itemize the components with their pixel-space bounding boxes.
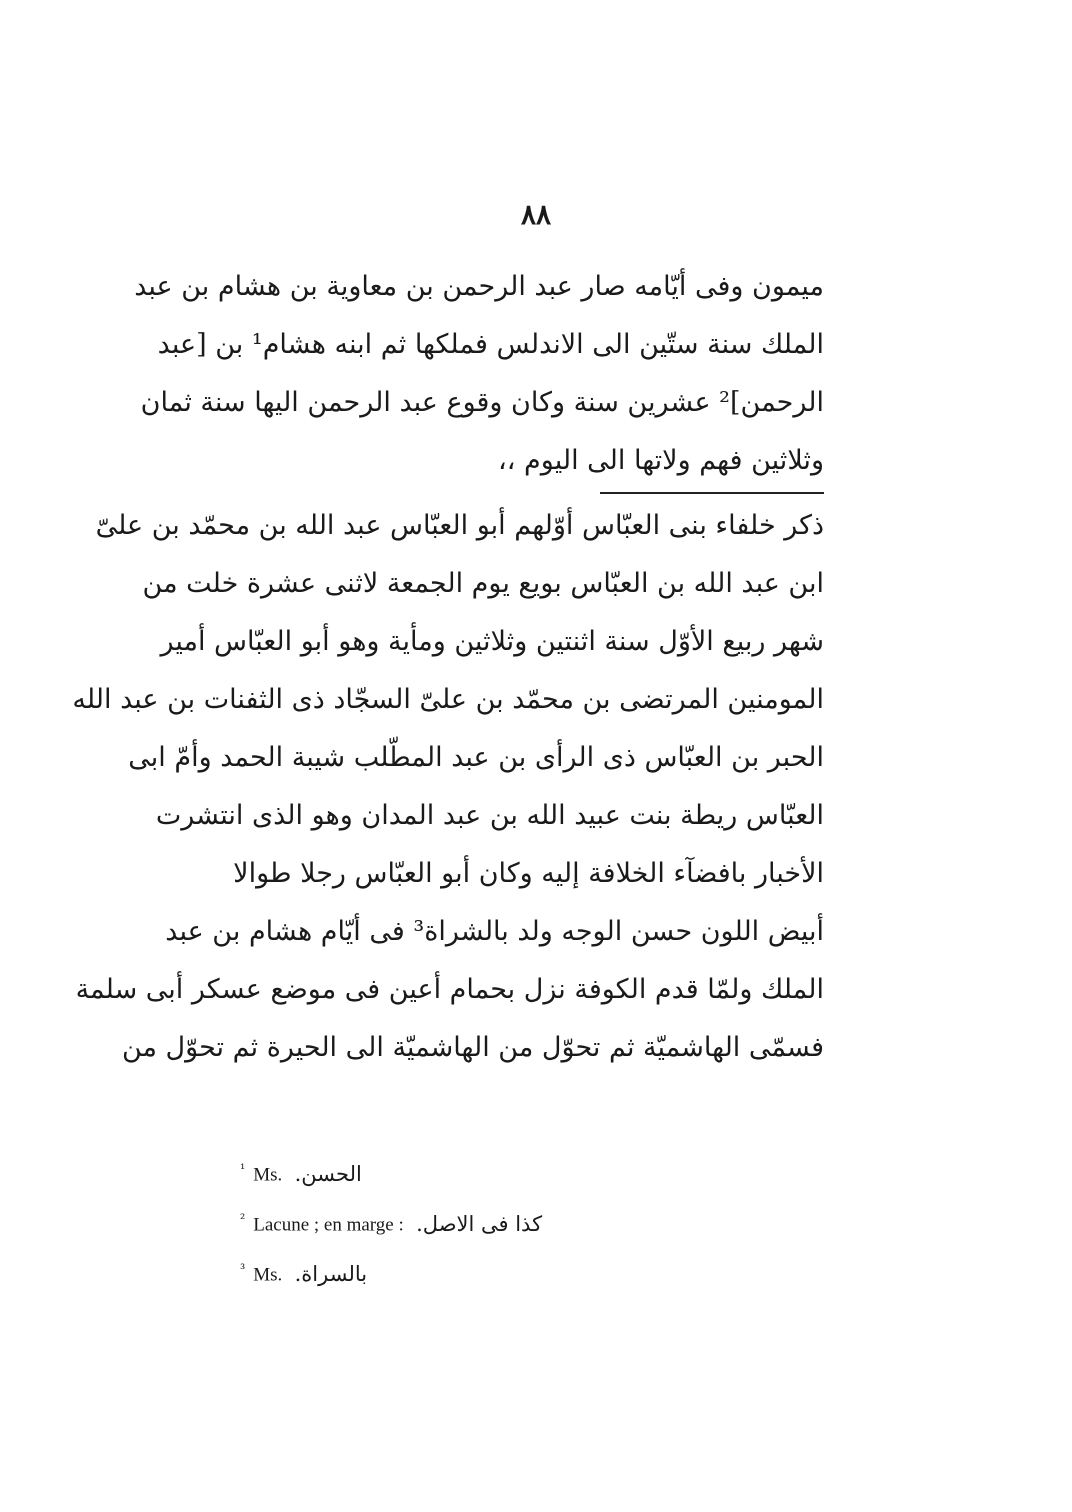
- footnote: [240, 1250, 740, 1300]
- footnote-mark: ²: [240, 1212, 246, 1227]
- text-line: المومنين المرتضى بن محمّد بن علىّ السجّاد ذى الثفنات بن عبد الله: [72, 684, 824, 715]
- paragraph-abbasid-caliphs: [72, 497, 824, 1077]
- text-line: ميمون وفى أيّامه صار عبد الرحمن بن معاوية بن هشام بن عبد: [134, 271, 824, 302]
- footnote-mark: ³: [240, 1262, 246, 1277]
- footnote-latin: Ms.: [253, 1264, 283, 1286]
- text-line: شهر ربيع الأوّل سنة اثنتين وثلاثين ومأية وهو أبو العبّاس أمير: [160, 626, 824, 657]
- footnote-arabic: الحسن.: [294, 1161, 362, 1186]
- text-line: العبّاس ريطة بنت عبيد الله بن عبد المدان وهو الذى انتشرت: [155, 800, 824, 831]
- text-line: الملك ولمّا قدم الكوفة نزل بحمام أعين فى موضع عسكر أبى سلمة: [75, 974, 824, 1005]
- text-line: الأخبار بافضآء الخلافة إليه وكان أبو العبّاس رجلا طوالا: [233, 858, 824, 889]
- section-divider: [600, 492, 824, 494]
- footnote-arabic: بالسراة.: [294, 1261, 368, 1286]
- paragraph-continuation: [134, 258, 824, 490]
- text-line: الرحمن]² عشرين سنة وكان وقوع عبد الرحمن اليها سنة ثمان: [140, 387, 824, 418]
- text-line: وثلاثين فهم ولاتها الى اليوم ،،: [498, 445, 824, 476]
- page-number: ٨٨: [520, 198, 552, 231]
- footnote-arabic: كذا فى الاصل.: [416, 1211, 543, 1236]
- footnote-latin: Ms.: [253, 1164, 283, 1186]
- text-line: أبيض اللون حسن الوجه ولد بالشراة³ فى أيّام هشام بن عبد: [165, 916, 824, 947]
- footnote: [240, 1150, 740, 1200]
- text-line: ذكر خلفاء بنى العبّاس أوّلهم أبو العبّاس عبد الله بن محمّد بن علىّ: [95, 510, 824, 541]
- footnote-mark: ¹: [240, 1162, 246, 1177]
- text-line: الملك سنة ستّين الى الاندلس فملكها ثم ابنه هشام¹ بن [عبد: [157, 329, 824, 360]
- footnote: [240, 1200, 740, 1250]
- text-line: ابن عبد الله بن العبّاس بويع يوم الجمعة لاثنى عشرة خلت من: [142, 568, 824, 599]
- text-line: فسمّى الهاشميّة ثم تحوّل من الهاشميّة الى الحيرة ثم تحوّل من: [121, 1032, 824, 1063]
- footnote-latin: Lacune ; en marge :: [253, 1214, 404, 1236]
- text-line: الحبر بن العبّاس ذى الرأى بن عبد المطّلب شيبة الحمد وأمّ ابى: [128, 742, 824, 773]
- footnotes: [240, 1150, 740, 1300]
